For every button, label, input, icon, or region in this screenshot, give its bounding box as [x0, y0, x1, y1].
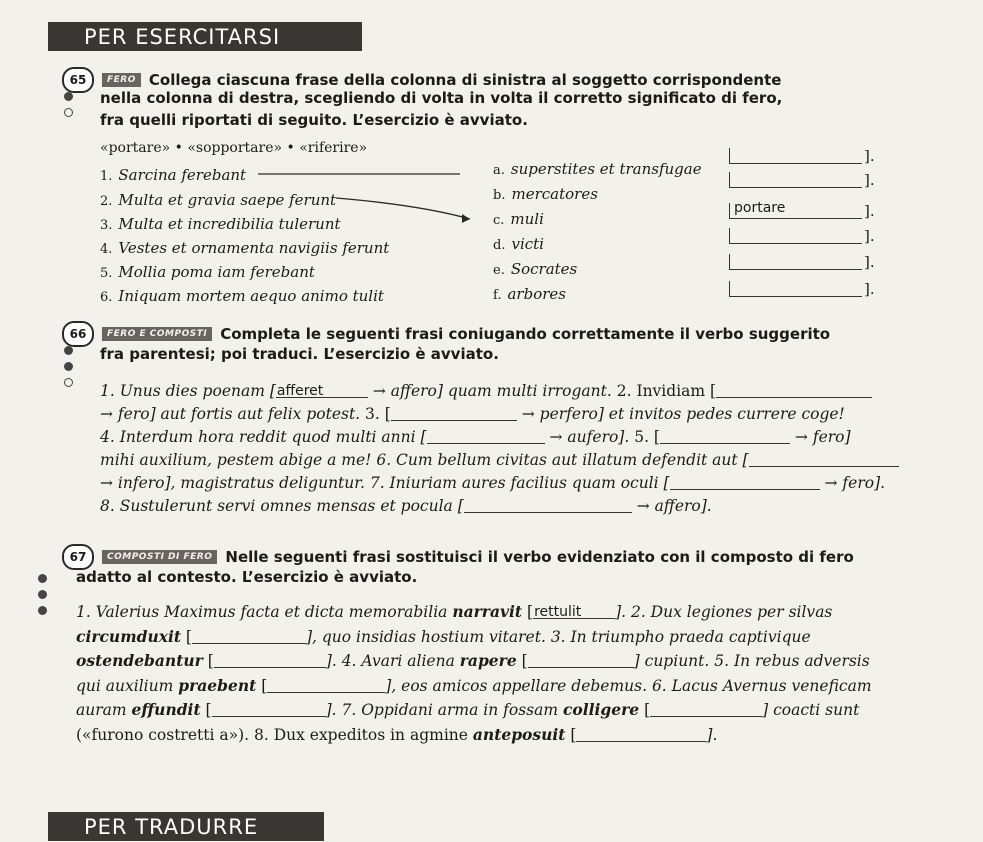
answer-input[interactable] — [464, 497, 632, 513]
answer-input[interactable] — [729, 172, 862, 188]
exercise-number-badge: 65 — [62, 67, 94, 93]
connector-line — [336, 198, 470, 219]
answer-input[interactable] — [729, 228, 862, 244]
dot-icon — [64, 362, 73, 371]
topic-tag: FERO — [102, 73, 141, 87]
dot-icon — [64, 346, 73, 355]
answer-input[interactable] — [212, 701, 326, 717]
list-item: 6. Iniquam mortem aequo animo tulit — [100, 287, 384, 305]
list-item: b. mercatores — [493, 185, 598, 203]
answer-input[interactable]: afferet — [276, 382, 368, 398]
exercise-66-text: 1. Unus dies poenam [ afferet → affero] quam multi irrogant. 2. Invidiam [ → fero] aut fortis aut felix potest. 3. [ → perfero] et invitos pedes currere coge! 4. Interdum hora reddit quod multi anni [ → aufero]. 5. [ → fero] mihi auxilium, pestem abige a me! 6. Cum bellum civitas aut illatum defendit aut [ → infero], magistratus deliguntur. 7. Iniuriam aures facilius quam oculi [ → fero]. 8. Sustulerunt servi omnes mensas et pocula [ → affero]. — [100, 380, 910, 518]
dot-icon — [38, 574, 47, 583]
section-banner-per-tradurre: PER TRADURRE — [48, 812, 324, 841]
answer-input[interactable] — [729, 281, 862, 297]
answer-input[interactable] — [729, 148, 862, 164]
list-item: f. arbores — [493, 285, 566, 303]
list-item: a. superstites et transfugae — [493, 160, 702, 178]
progress-dots — [64, 346, 76, 394]
answer-input[interactable] — [214, 652, 326, 668]
list-item: 3. Multa et incredibilia tulerunt — [100, 215, 341, 233]
exercise-number-badge: 66 — [62, 321, 94, 347]
dot-icon — [64, 378, 73, 387]
answer-input[interactable] — [576, 726, 706, 742]
answer-input[interactable] — [670, 474, 820, 490]
answer-input[interactable] — [650, 701, 762, 717]
answer-input[interactable]: rettulit — [533, 603, 615, 619]
meaning-options: «portare» • «sopportare» • «riferire» — [100, 140, 368, 156]
answer-input[interactable] — [716, 382, 872, 398]
exercise-67-text: 1. Valerius Maximus facta et dicta memorabilia narravit [ rettulit ]. 2. Dux legiones per silvas circumduxit [ ], quo insidias hostium vitaret. 3. In triumpho praeda captivique ostendebantur [ ]. 4. Avari aliena rapere [ ] cupiunt. 5. In rebus adversis qui auxilium praebent [ ], eos amicos appellare debemus. 6. Lacus Avernus veneficam auram effundit [ ]. 7. Oppidani arma in fossam colligere [ ] coacti sunt («furono costretti a»). 8. Dux expeditos in agmine anteposuit [ ]. — [76, 602, 872, 744]
section-banner-per-esercitarsi: PER ESERCITARSI — [48, 22, 362, 51]
exercise-instruction-line: Nelle seguenti frasi sostituisci il verbo evidenziato con il composto di fero — [225, 548, 854, 566]
exercise-number-badge: 67 — [62, 544, 94, 570]
answer-input[interactable] — [749, 451, 899, 467]
list-item: 4. Vestes et ornamenta navigiis ferunt — [100, 239, 390, 257]
list-item: c. muli — [493, 210, 544, 228]
exercise-instruction-line: adatto al contesto. L’esercizio è avviato. — [76, 568, 418, 586]
arrow-head-icon — [462, 214, 470, 223]
exercise-instruction-line: Collega ciascuna frase della colonna di sinistra al soggetto corrispondente — [148, 71, 782, 89]
answer-input[interactable]: portare — [729, 203, 862, 219]
list-item: d. victi — [493, 235, 544, 253]
exercise-instruction-line: Completa le seguenti frasi coniugando correttamente il verbo suggerito — [220, 325, 831, 343]
answer-input[interactable] — [192, 628, 306, 644]
exercise-instruction-line: nella colonna di destra, scegliendo di volta in volta il corretto significato di fero, — [100, 89, 783, 107]
list-item: e. Socrates — [493, 260, 578, 278]
progress-dots — [38, 574, 50, 622]
dot-icon — [38, 606, 47, 615]
topic-tag: COMPOSTI DI FERO — [102, 550, 217, 564]
exercise-67-header — [62, 544, 854, 570]
dot-icon — [38, 590, 47, 599]
topic-tag: FERO E COMPOSTI — [102, 327, 212, 341]
list-item: 2. Multa et gravia saepe ferunt — [100, 191, 337, 209]
answer-input[interactable] — [427, 428, 545, 444]
answer-input[interactable] — [660, 428, 790, 444]
answer-input[interactable] — [267, 677, 385, 693]
answer-input[interactable] — [729, 254, 862, 270]
list-item: 1. Sarcina ferebant — [100, 166, 247, 184]
answer-input[interactable] — [391, 405, 517, 421]
exercise-instruction-line: fra quelli riportati di seguito. L’esercizio è avviato. — [100, 111, 528, 129]
list-item: 5. Mollia poma iam ferebant — [100, 263, 315, 281]
answer-input[interactable] — [528, 652, 634, 668]
exercise-instruction-line: fra parentesi; poi traduci. L’esercizio è avviato. — [100, 345, 499, 363]
exercise-66-header — [62, 321, 830, 347]
